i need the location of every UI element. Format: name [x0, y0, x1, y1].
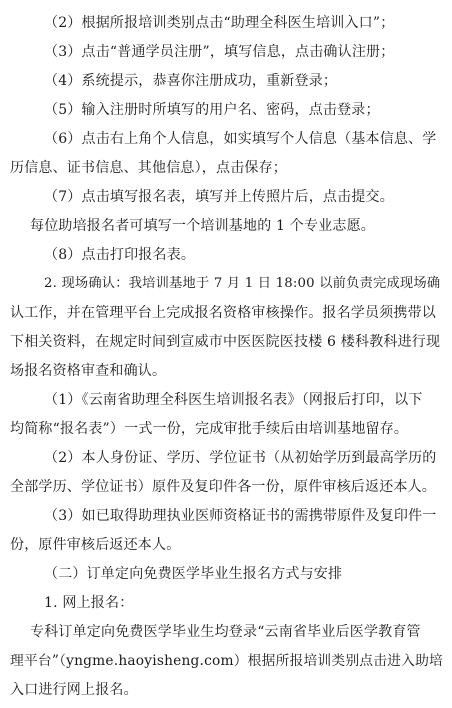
text-line-material-2: （2）本人身份证、学历、学位证书（从初始学历到最高学历的	[44, 450, 437, 466]
text-line-material-1: （1）《云南省助理全科医生培训报名表》（网报后打印，以下	[44, 392, 423, 408]
text-line-step-4: （4）系统提示，恭喜你注册成功，重新登录；	[44, 73, 338, 89]
text-line-step-8: （8）点击打印报名表。	[44, 247, 196, 263]
text-line-step-3: （3）点击“普通学员注册”，填写信息，点击确认注册；	[44, 44, 395, 60]
text-line-onsite-confirm: 2. 现场确认：我培训基地于 7 月 1 日 18:00 以前负责完成现场确	[44, 276, 441, 291]
text-line-online-registration-cont-1: 理平台”（yngme.haoyisheng.com）根据所报培训类别点击进入助培	[10, 653, 443, 669]
text-line-onsite-confirm-cont-3: 场报名资格审查和确认。	[10, 363, 167, 379]
text-line-step-6-cont: 历信息、证书信息、其他信息），点击保存；	[10, 160, 287, 176]
subsection-heading-online-registration: 1. 网上报名：	[44, 595, 134, 611]
text-line-step-7: （7）点击填写报名表，填写并上传照片后，点击提交。	[44, 189, 394, 205]
text-line-material-3-cont: 份，原件审核后返还本人。	[10, 537, 181, 553]
text-line-onsite-confirm-cont-2: 下相关资料，在规定时间到宣威市中医医院医技楼 6 楼科教科进行现	[10, 334, 441, 350]
text-line-step-6: （6）点击右上角个人信息，如实填写个人信息（基本信息、学	[44, 131, 437, 147]
text-line-step-5: （5）输入注册时所填写的用户名、密码，点击登录；	[44, 102, 380, 118]
text-line-material-2-cont: 全部学历、学位证书）原件及复印件各一份，原件审核后返还本人。	[10, 479, 436, 495]
text-line-material-3: （3）如已取得助理执业医师资格证书的需携带原件及复印件一	[44, 508, 437, 524]
text-line-step-2: （2）根据所报培训类别点击“助理全科医生培训入口”；	[44, 15, 395, 31]
text-line-onsite-confirm-cont-1: 认工作，并在管理平台上完成报名资格审核操作。报名学员须携带以	[10, 305, 436, 321]
text-line-material-1-cont: 均简称“报名表”）一式一份，完成审批手续后由培训基地留存。	[10, 421, 409, 437]
text-line-online-registration-cont-2: 入口进行网上报名。	[10, 682, 138, 698]
section-heading-order-oriented: （二）订单定向免费医学毕业生报名方式与安排	[44, 566, 343, 582]
text-line-online-registration: 专科订单定向免费医学毕业生均登录“云南省毕业后医学教育管	[30, 624, 421, 640]
text-line-volunteer-note: 每位助培报名者可填写一个培训基地的 1 个专业志愿。	[30, 218, 376, 234]
